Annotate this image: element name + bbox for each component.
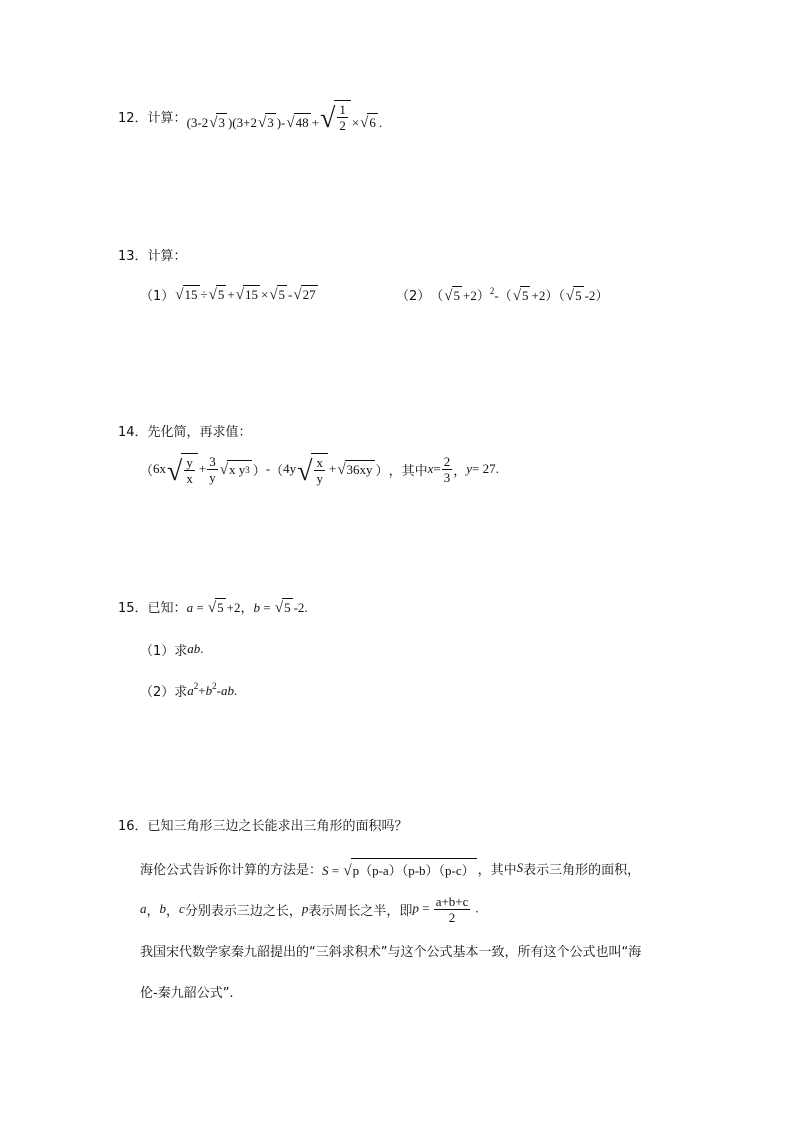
radicand: p（p-a）（p-b）（p-c） [351,858,477,879]
variable-b: b [159,901,167,916]
fraction [337,102,348,133]
problem-12-expr [187,100,383,133]
sqrt-fraction: √ $\frac{x}{y}$ [297,453,328,486]
text: 表示三角形的面积， [523,862,641,878]
text: 表示周长之半，即 [308,903,413,919]
period: . [200,641,204,656]
radicand: 3 [218,114,225,130]
problem-14-header [118,421,252,439]
period: . [304,599,308,615]
problem-15 [118,596,308,616]
sqrt: √ 5 [565,287,582,304]
problem-14-stem: 先化简，再求值： [147,424,252,440]
variable-s: S [516,860,524,875]
numerator: x [316,454,323,470]
problem-16-line-1 [140,856,640,880]
paren: （ [270,462,284,478]
sqrt: √ 48 [286,114,309,131]
problem-16-line-4: 伦-秦九韶公式”. [140,985,234,1001]
numerator: y [186,454,193,470]
part-label: （2） [396,288,431,304]
variable-s: S [322,862,329,878]
problem-16-line-3: 我国宋代数学家秦九韶提出的“三斜求积术”与这个公式基本一致，所有这个公式也叫“海 [140,944,642,960]
numerator: 1 [339,101,346,117]
problem-15-given [187,597,308,616]
sqrt: √ x y 3 [219,462,250,478]
problem-13-part-1 [140,284,319,304]
paren: （ [498,287,512,303]
variable-c: c [179,901,185,916]
operator: + [328,461,337,476]
expr-text: )(3+2 [227,114,257,130]
separator: ， [240,600,254,616]
exponent: 2 [212,681,217,691]
denominator: 3 [443,469,451,485]
problem-13-stem: 计算： [147,248,187,264]
sqrt: √ 5 [269,287,286,303]
radicand: 15 [184,287,198,302]
denominator: y [209,469,216,485]
part-2-expr [430,285,608,304]
numerator: 2 [443,453,451,469]
expr-text: -2 [584,287,596,303]
problem-16-header [118,815,408,833]
equals: = [433,461,441,476]
paren: ） [595,287,609,303]
variable-a: a [186,599,194,615]
radicand: 36xy [346,462,373,477]
coefficient: 6x [153,461,167,476]
problem-16-line-2 [140,892,479,926]
variable-y: y [466,461,472,476]
paren: （ [430,287,444,303]
fraction [434,894,471,925]
operator: - [494,287,499,303]
sqrt: √ 3 [209,114,225,131]
radicand: 27 [302,287,316,302]
period: . [495,461,499,476]
coefficient: 4y [283,461,297,476]
question-expr [187,681,237,699]
variable-b: b [253,599,260,615]
operator: - [288,287,293,302]
condition-text: ，其中 [388,463,428,479]
problem-15-q2 [140,680,237,700]
radicand: 6 [369,114,376,130]
problem-16-stem: 已知三角形三边之长能求出三角形的面积吗？ [147,818,408,834]
denominator: y [316,470,323,486]
text: 海伦公式告诉你计算的方法是： [140,862,323,878]
question-label: （1）求 [140,643,188,659]
equals: = [328,862,343,878]
radicand: 5 [575,287,582,303]
expr-text: (3-2 [186,114,209,130]
operator: - [216,683,221,698]
sqrt: √ 5 [207,599,224,616]
radicand: 48 [295,114,309,130]
fraction [207,454,218,485]
sqrt: √ 15 [235,287,258,303]
expr-text: . [378,114,383,130]
equals: = [418,899,433,915]
denominator: x [186,470,193,486]
operator: + [227,287,235,302]
radicand: 5 [284,599,291,615]
problem-12 [118,101,383,134]
radicand: 5 [453,287,461,303]
sqrt: √ 6 [360,114,376,131]
separator: ， [453,462,467,478]
term-ab: ab [220,683,234,698]
problem-12-number: 12． [118,110,148,126]
fraction [314,455,325,486]
fraction [184,455,195,486]
question-expr: ab [187,641,201,656]
operator: ÷ [200,287,208,302]
problem-13-part-2 [396,284,608,304]
sqrt: √ 5 [274,599,291,616]
operator: - [265,461,271,476]
variable-x: x [427,461,434,476]
part-label: （1） [140,288,175,304]
exponent: 2 [489,285,495,296]
sqrt: √ 5 [512,287,529,304]
denominator: 2 [339,117,346,133]
expr-text: × [351,114,360,130]
radicand: 3 [267,114,274,130]
variable-p: p [301,901,309,916]
numerator: 3 [209,453,216,469]
paren: ） [545,287,559,303]
period: . [475,899,479,915]
radicand: 15 [244,287,258,302]
exponent: 2 [193,681,199,691]
problem-12-stem: 计算： [147,110,187,126]
expr-text: +2 [463,287,477,303]
variable-a: a [187,683,194,698]
question-label: （2）求 [140,684,188,700]
sqrt: √ 27 [293,287,316,303]
problem-15-q1 [140,640,204,658]
expr-text: -2 [293,599,305,615]
radicand: 5 [278,287,286,302]
problem-15-number: 15． [118,600,148,616]
sqrt: √ 5 [208,287,225,303]
problem-15-stem: 已知： [147,600,187,616]
equals: = [260,599,274,615]
sqrt: √ 36xy [337,462,373,478]
semi-perimeter-formula [412,894,478,925]
expr-text: +2 [531,287,546,303]
separator: ， [166,903,180,919]
sqrt: √ p（p-a）（p-b）（p-c） [343,858,476,879]
problem-13-number: 13． [118,248,148,264]
period: . [233,683,238,698]
exponent: 3 [245,465,250,475]
radicand: 5 [217,599,224,615]
sqrt: √ 5 [444,287,461,304]
sqrt: √ 15 [175,287,198,303]
text: 分别表示三边之长， [184,903,302,919]
radicand: 5 [217,287,225,302]
paren: （ [558,287,565,303]
sqrt: √ 3 [257,114,274,131]
problem-14-expr [140,451,499,487]
expr-text: = 27 [472,461,496,476]
heron-formula [322,858,478,879]
text: ，其中 [477,862,517,878]
expr-text: )- [276,114,286,130]
operator: + [198,683,206,698]
paren: （ [140,462,154,478]
radicand: x y [228,462,246,477]
paren: ） [375,462,389,478]
problem-14-number: 14． [118,424,148,440]
numerator: a+b+c [435,893,469,909]
problem-16-number: 16． [118,818,148,834]
equals: = [193,599,207,615]
variable-a: a [140,901,147,916]
sqrt-fraction: √ $\frac{y}{x}$ [167,453,198,486]
radicand: 5 [521,287,529,303]
problem-13-header [118,245,187,263]
expr-text: +2 [226,599,241,615]
operator: × [260,287,269,302]
variable-p: p [412,899,419,915]
paren: ） [252,462,266,478]
denominator: 2 [448,909,456,925]
fraction [442,454,453,485]
sqrt-fraction: √ $\frac{1}{2}$ [320,100,351,133]
separator: ， [146,903,160,919]
operator: + [198,461,207,476]
variable-b: b [205,683,213,698]
part-1-expr [174,285,318,303]
paren: ） [476,287,490,303]
expr-text: + [311,114,319,130]
